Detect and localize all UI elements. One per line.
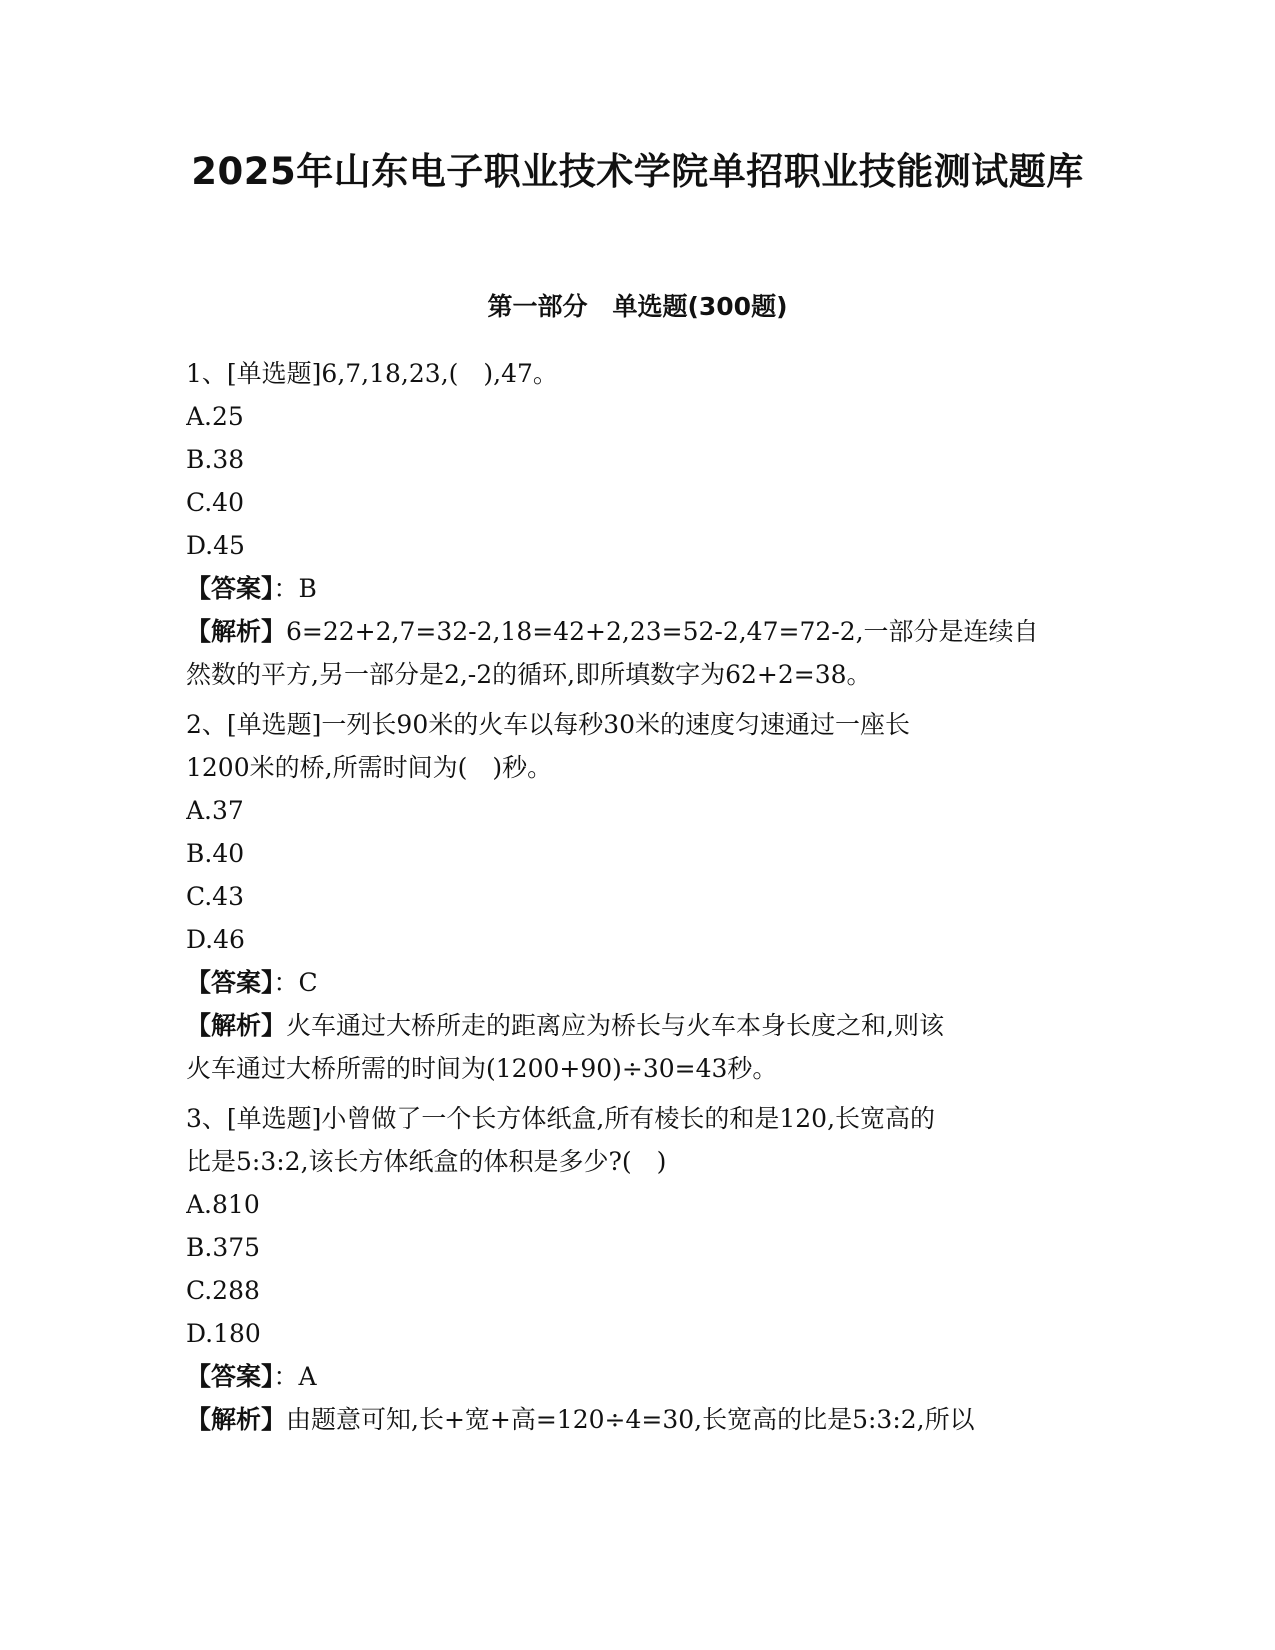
option-d: D.46 bbox=[186, 925, 245, 954]
document-title: 2025年山东电子职业技术学院单招职业技能测试题库 bbox=[191, 150, 1084, 193]
option-b: B.375 bbox=[186, 1233, 261, 1262]
question-stem-continuation: 比是5:3:2,该长方体纸盒的体积是多少?( ) bbox=[186, 1147, 667, 1176]
question-stem: 2、[单选题]一列长90米的火车以每秒30米的速度匀速通过一座长 bbox=[186, 710, 911, 739]
question-list bbox=[186, 352, 1086, 1448]
option-d: D.180 bbox=[186, 1319, 261, 1348]
option-c: C.288 bbox=[186, 1276, 260, 1305]
option-d: D.45 bbox=[186, 531, 245, 560]
analysis-label: 【解析】 bbox=[186, 1011, 287, 1040]
section-title: 第一部分 单选题(300题) bbox=[487, 292, 788, 321]
option-a: A.25 bbox=[186, 402, 244, 431]
answer-label: 【答案】 bbox=[186, 968, 274, 997]
answer-value: ：B bbox=[273, 574, 317, 603]
answer-value: ：C bbox=[273, 968, 318, 997]
analysis-label: 【解析】 bbox=[186, 1405, 287, 1434]
option-c: C.40 bbox=[186, 488, 244, 517]
option-a: A.810 bbox=[186, 1190, 260, 1219]
analysis-continuation: 火车通过大桥所需的时间为(1200+90)÷30=43秒。 bbox=[186, 1054, 778, 1083]
question-2 bbox=[186, 703, 1086, 1090]
question-stem: 3、[单选题]小曾做了一个长方体纸盒,所有棱长的和是120,长宽高的 bbox=[186, 1104, 936, 1133]
answer-label: 【答案】 bbox=[186, 574, 274, 603]
option-c: C.43 bbox=[186, 882, 244, 911]
answer-value: ：A bbox=[273, 1362, 317, 1391]
analysis-continuation: 然数的平方,另一部分是2,-2的循环,即所填数字为62+2=38。 bbox=[186, 660, 872, 689]
analysis-line bbox=[186, 610, 1086, 653]
question-stem-continuation: 1200米的桥,所需时间为( )秒。 bbox=[186, 753, 553, 782]
question-stem: 1、[单选题]6,7,18,23,( ),47。 bbox=[186, 359, 558, 388]
analysis-line bbox=[186, 1004, 1086, 1047]
analysis-text: 火车通过大桥所走的距离应为桥长与火车本身长度之和,则该 bbox=[286, 1011, 944, 1040]
option-a: A.37 bbox=[186, 796, 244, 825]
answer-line bbox=[186, 1355, 1086, 1398]
option-b: B.38 bbox=[186, 445, 245, 474]
option-b: B.40 bbox=[186, 839, 245, 868]
answer-line bbox=[186, 567, 1086, 610]
analysis-text: 6=22+2,7=32-2,18=42+2,23=52-2,47=72-2,一部分是连续自 bbox=[286, 617, 1039, 646]
answer-line bbox=[186, 961, 1086, 1004]
question-3 bbox=[186, 1097, 1086, 1441]
analysis-text: 由题意可知,长+宽+高=120÷4=30,长宽高的比是5:3:2,所以 bbox=[286, 1405, 975, 1434]
analysis-label: 【解析】 bbox=[186, 617, 287, 646]
analysis-line bbox=[186, 1398, 1086, 1441]
answer-label: 【答案】 bbox=[186, 1362, 274, 1391]
question-1 bbox=[186, 352, 1086, 696]
